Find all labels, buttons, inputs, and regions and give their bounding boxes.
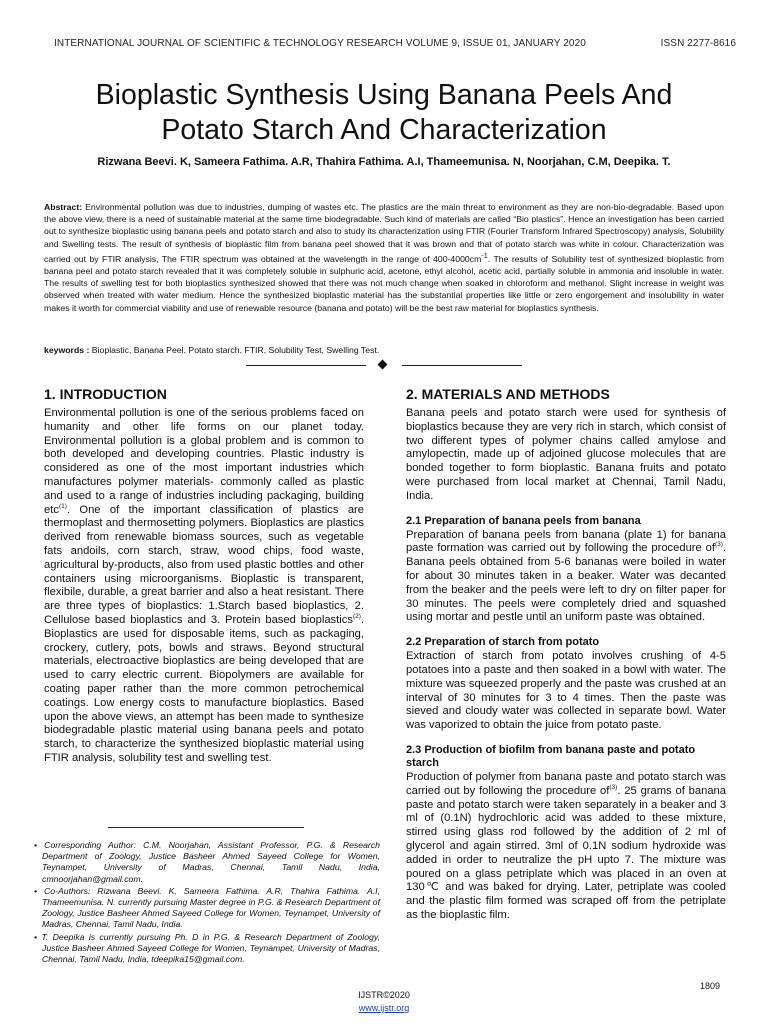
section-2-1-text-2: . Banana peels obtained from 5-6 bananas were boiled in water for about 30 minutes taken in a beaker. Water was decanted from the beaker and the peels were left to dry on filter paper for 30 minutes. The peels were completely dried and squashed using mortar and pestle until an uniform paste was obtained. — [406, 542, 726, 624]
left-column — [44, 386, 364, 766]
right-column — [406, 386, 726, 923]
section-2-1-text-1: Preparation of banana peels from banana (plate 1) for banana paste formation was carried out by following the procedure of — [406, 528, 726, 555]
methods-heading: 2. MATERIALS AND METHODS — [406, 386, 610, 402]
section-2-1-heading: 2.1 Preparation of banana peels from banana — [406, 514, 641, 527]
section-2-2-heading: 2.2 Preparation of starch from potato — [406, 636, 600, 649]
citation-3b: (3) — [609, 783, 618, 791]
footnote-deepika: • T. Deepika is currently pursuing Ph. D in P.G. & Research Department of Zoology, Justice Basheer Ahmed Sayeed College for Women, Teynampet, University of Madras, Chennai, Tamil Nadu, India, tdeepika15@gmail.com. — [34, 931, 380, 965]
introduction-heading: 1. INTRODUCTION — [44, 386, 167, 402]
section-2-3-paragraph — [406, 771, 726, 923]
journal-url-link[interactable]: www.ijstr.org — [358, 1003, 410, 1013]
divider-line-left — [246, 365, 366, 366]
abstract-superscript: -1 — [481, 250, 488, 260]
issn: ISSN 2277-8616 — [660, 38, 736, 49]
intro-text-3: . Bioplastics are used for disposable items, such as packaging, crockery, cutlery, pots, bowls and straws. Beyond structural materials, electroactive bioplastics are being developed that are used to carry electric current. Biopolymers are available for coating paper rather than the more common petrochemical coatings. Low energy costs to manufacture bioplastics. Based upon the above views, an attempt has been made to synthesize biodegradable plastic material using banana peels and potato starch, to characterize the synthesized bioplastic material using FTIR analysis, solubility test and swelling test. — [44, 613, 364, 764]
citation-2: (2) — [352, 612, 361, 620]
copyright-year: IJSTR©2020 — [358, 990, 410, 1000]
section-2-3-heading: 2.3 Production of biofilm from banana paste and potato starch — [406, 743, 696, 769]
citation-1: (1) — [58, 502, 67, 510]
introduction-paragraph — [44, 407, 364, 766]
divider-line-right — [402, 365, 522, 366]
diamond-icon — [378, 360, 388, 370]
keywords-text: Bioplastic, Banana Peel, Potato starch, FTIR, Solubility Test, Swelling Test. — [89, 345, 380, 355]
page-number: 1809 — [700, 981, 721, 991]
keywords — [44, 345, 724, 355]
journal-name: INTERNATIONAL JOURNAL OF SCIENTIFIC & TECHNOLOGY RESEARCH VOLUME 9, ISSUE 01, JANUARY 2020 — [54, 38, 586, 49]
abstract — [44, 201, 724, 314]
footnotes — [34, 840, 380, 965]
paper-title-line-2: Potato Starch And Characterization — [161, 114, 607, 146]
methods-paragraph: Banana peels and potato starch were used for synthesis of bioplastics because they are very rich in starch, which consist of two different types of polymer chains called amylose and amylopectin, made up of adjoined glucose molecules that are bonded together to form bioplastic. Banana fruits and potato were purchased from local market at Chennai, Tamil Nadu, India. — [406, 407, 726, 502]
intro-text-1: Environmental pollution is one of the serious problems faced on humanity and other life forms on our planet today. Environmental pollution is a global problem and is common to both developed and developing countries. Plastic industry is considered as one of the most important industries which manufactures polymer materials- commonly called as plastic and used to a range of industries including packaging, building etc — [44, 407, 364, 516]
section-divider — [246, 359, 522, 371]
section-2-1-paragraph — [406, 529, 726, 626]
section-2-3-text-1: Production of polymer from banana paste and potato starch was carried out by following the procedure of — [406, 770, 726, 797]
footnote-co-authors: • Co-Authors: Rizwana Beevi. K, Sameera Fathima. A.R, Thahira Fathima. A.I, Thameemunisa. N. currently pursuing Master degree in P.G. & Research Department of Zoology, Justice Basheer Ahmed Sayeed College for Women, Teynampet, University of Madras, Chennai, Tamil Nadu, India. — [34, 885, 380, 930]
abstract-text-2: . The results of Solubility test of synthesized bioplastic from banana peel and potato starch revealed that it was completely soluble in sulphuric acid, acetone, ethyl alcohol, acetic acid, partially soluble in ammonia and insoluble in water. The results of swelling test for both bioplastics synthesized showed that there was not much change when soaked in chloroform and methanol. Slight increase in weight was observed when treated with water medium. Hence the synthesized bioplastic material has the substantial properties like little or zero engorgement and insolubility in water makes it worth for commercial viability and use of renewable resource (banana and potato) will be the best raw material for bioplastics synthesis. — [44, 253, 724, 313]
abstract-text-1: Environmental pollution was due to industries, dumping of wastes etc. The plastics are the main threat to environment as they are non-bio-degradable. Based upon the above view, there is a need of sustainable material at the same time biodegradable. Such kind of materials are called “Bio plastics”. Hence an investigation has been carried out to synthesize bioplastic using banana peels and potato starch and also to study its characterization using FTIR (Fourier Transform Infrared Spectroscopy) analysis, Solubility and Swelling tests. The result of synthesis of bioplastic film from banana peel showed that it was brown and that of potato starch was white in colour. Characterization was carried out by FTIR analysis, The FTIR spectrum was obtained at the wavelength in the range of 400-4000cm — [44, 202, 724, 264]
section-2-2-paragraph: Extraction of starch from potato involves crushing of 4-5 potatoes into a paste and then soaked in a bowl with water. The mixture was squeezed properly and the paste was crushed at an interval of 30 minutes for 3 to 4 times. Then the paste was sieved and cloudy water was collected in separate bowl. Water was vaporized to obtain the juice from potato paste. — [406, 650, 726, 732]
footnote-corresponding-author: • Corresponding Author: C.M. Noorjahan, Assistant Professor, P.G. & Research Department of Zoology, Justice Basheer Ahmed Sayeed College for Women, Teynampet, University of Madras, Chennai, Tamil Nadu, India, cmnoorjahan@gmail.com. — [34, 840, 380, 884]
footnote-rule — [108, 827, 304, 828]
citation-3a: (3) — [714, 541, 723, 549]
author-list: Rizwana Beevi. K, Sameera Fathima. A.R, Thahira Fathima. A.I, Thameemunisa. N, Noorjahan, C.M, Deepika. T. — [97, 156, 671, 168]
keywords-label: keywords : — [44, 345, 90, 355]
abstract-label: Abstract: — [44, 202, 83, 212]
paper-title-line-1: Bioplastic Synthesis Using Banana Peels And — [95, 79, 673, 111]
section-2-3-text-2: . 25 grams of banana paste and potato starch were taken separately in a beaker and 3 ml of (0.1N) hydrochloric acid was added to these mixture, stirred using glass rod followed by the addition of 2 ml of glycerol and again stirred. 3ml of 0.1N sodium hydroxide was added in order to neutralize the pH upto 7. The mixture was poured on a glass petriplate which was placed in an oven at 130℃ and was baked for drying. Later, petriplate was cooled and the plastic film formed was scraped off from the petriplate as the bioplastic film. — [406, 784, 726, 921]
intro-text-2: . One of the important classification of plastics are thermoplast and thermosetting polymers. Bioplastics are plastics derived from renewable biomass sources, such as vegetable fats andoils, corn starch, straw, wood chips, food waste, agricultural by-products, also from used plastic bottles and other containers using microorganisms. Bioplastic is transparent, flexibile, durable, a great barrier and also a heat resistant. There are three types of bioplastics: 1.Starch based bioplastics, 2. Cellulose based bioplastics and 3. Protein based bioplastics — [44, 503, 364, 626]
paper-title — [36, 78, 732, 148]
